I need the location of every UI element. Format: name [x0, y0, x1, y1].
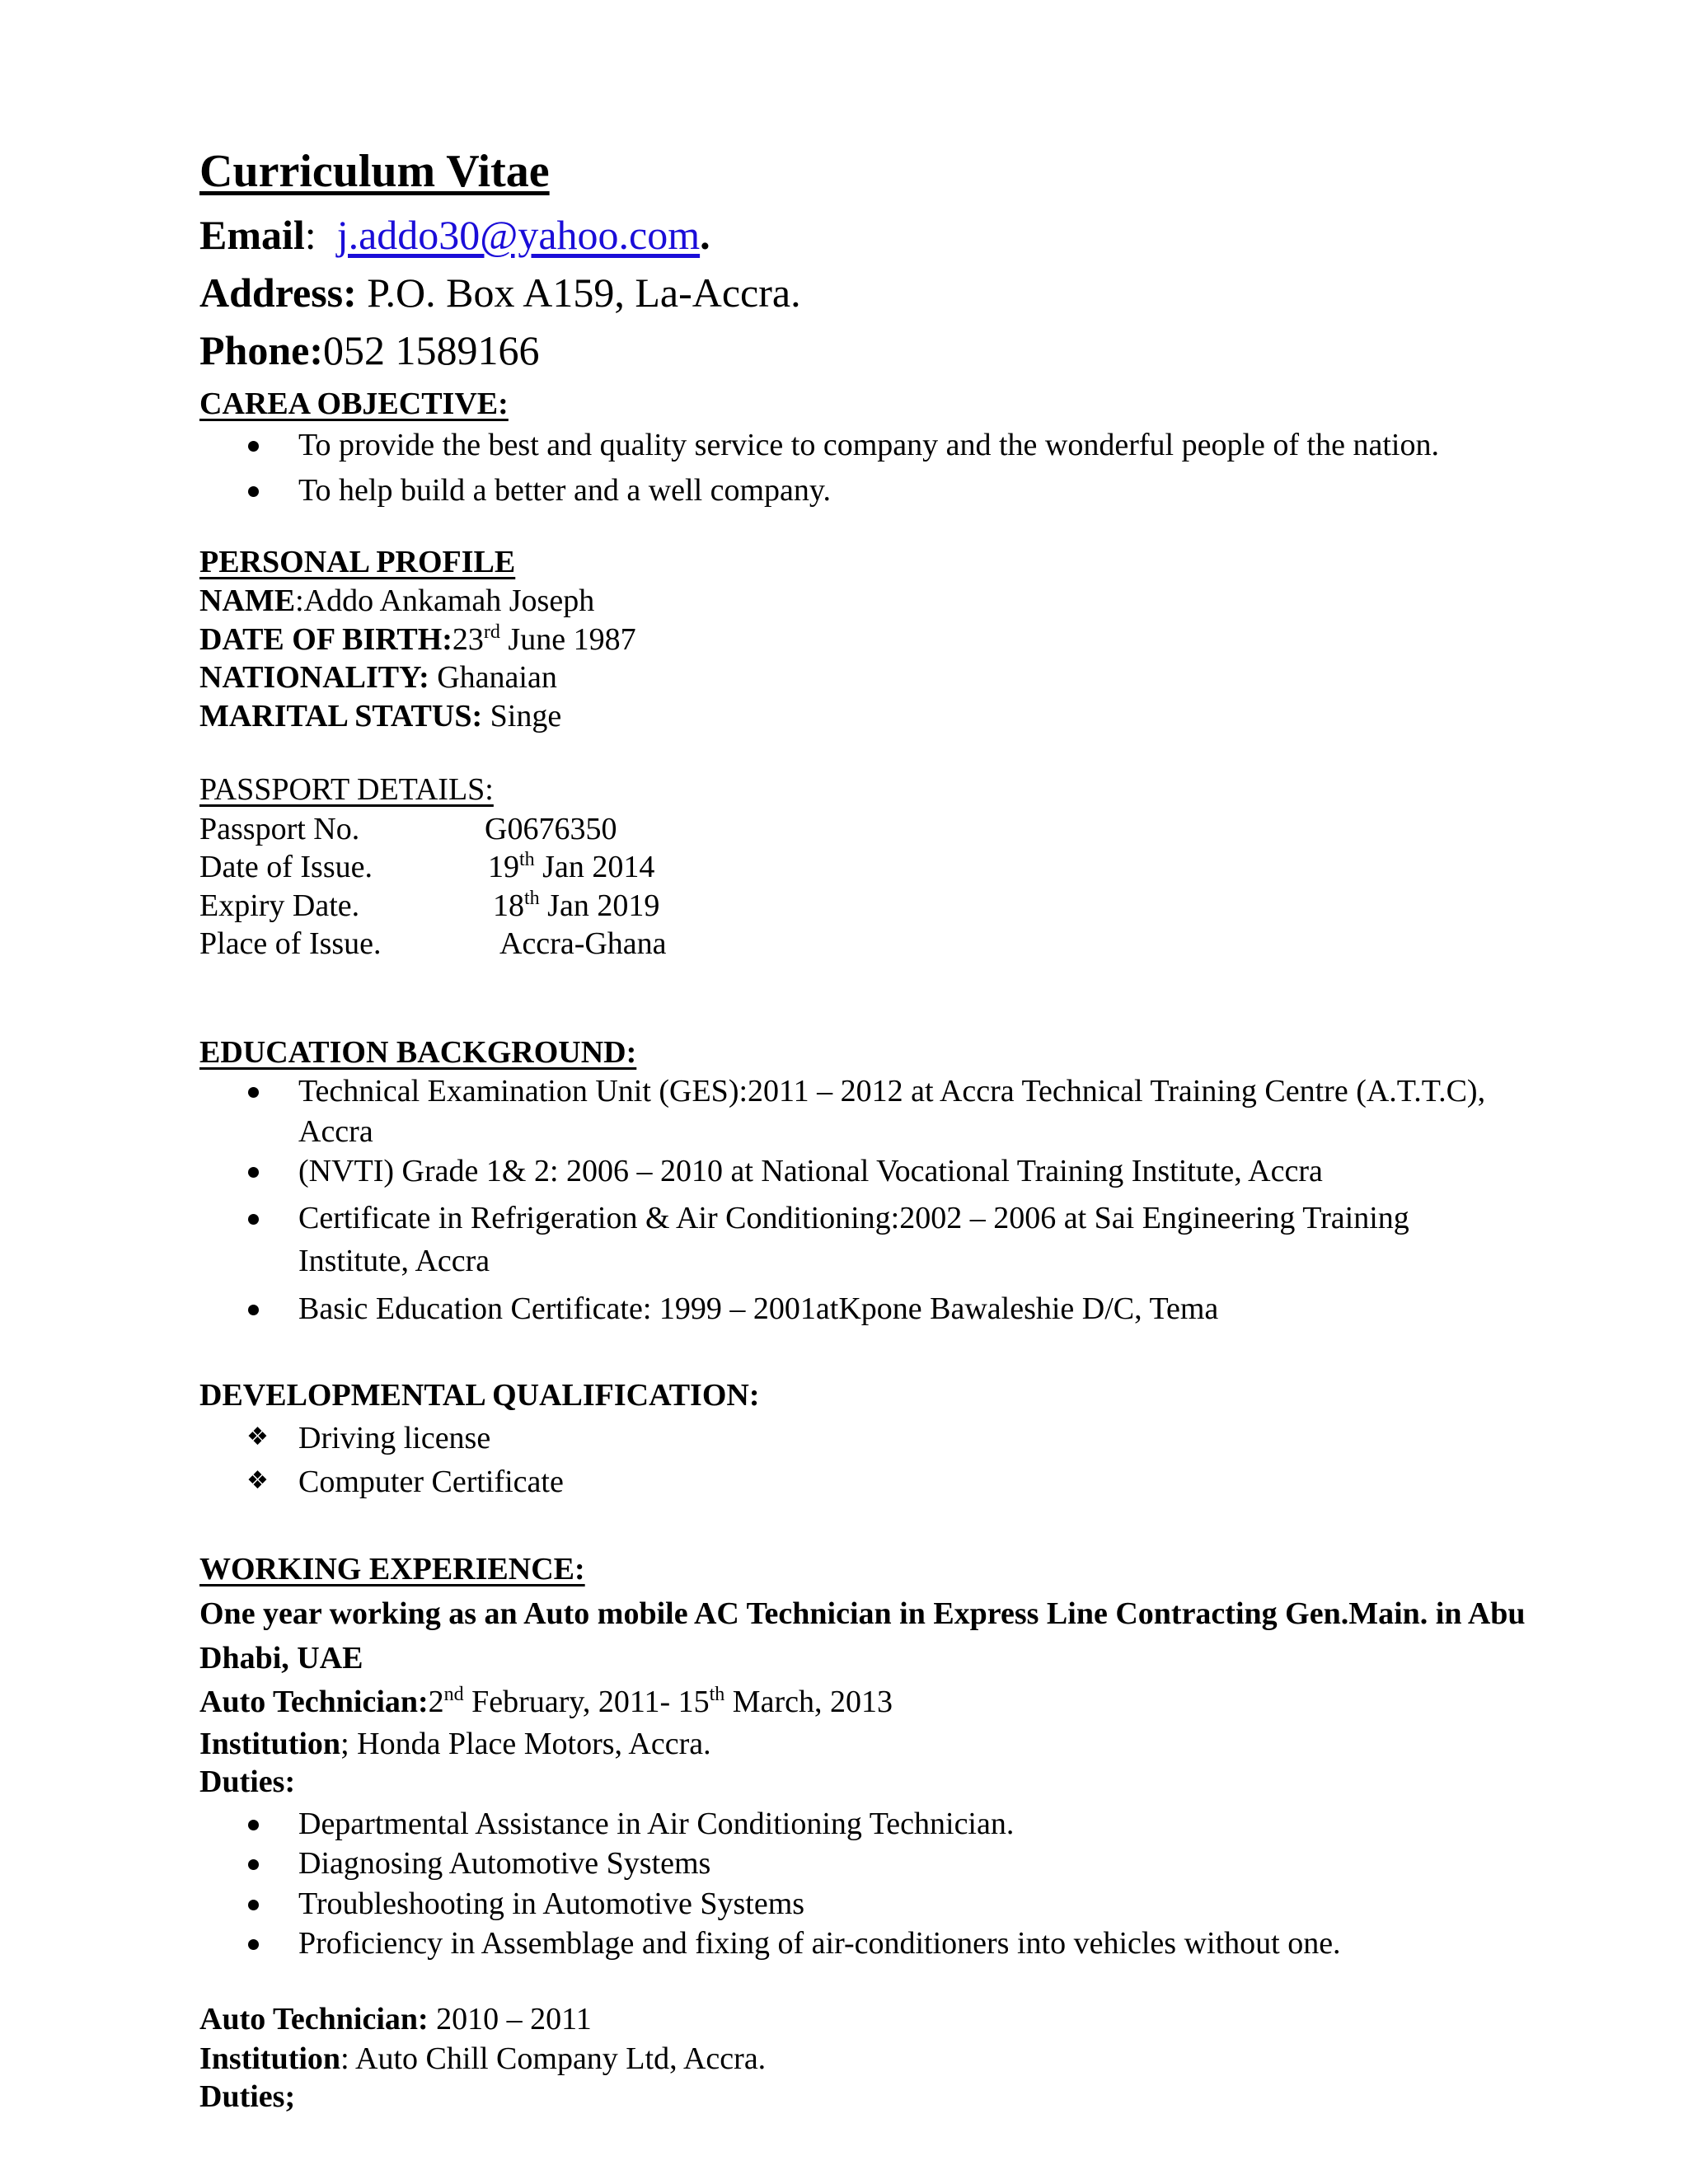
dob-rest: June 1987 [508, 622, 636, 657]
marital-value: Singe [490, 699, 562, 733]
email-label: Email [199, 212, 305, 258]
issue-suffix: th [519, 849, 535, 870]
place-of-issue-label: Place of Issue. [199, 926, 382, 961]
diamond-bullet-icon: ❖ [246, 1466, 269, 1495]
bullet-icon [248, 1820, 259, 1830]
job1-end-suffix: th [709, 1684, 725, 1705]
education-item: Technical Examination Unit (GES):2011 – 2012 at Accra Technical Training Centre (A.T.T.C), [298, 1074, 1486, 1108]
diamond-bullet-icon: ❖ [246, 1422, 269, 1451]
profile-nationality-line [199, 659, 557, 696]
issue-rest: Jan 2014 [542, 850, 655, 884]
job1-label: Auto Technician: [199, 1685, 429, 1719]
email-link[interactable]: j.addo30@yahoo.com [336, 212, 701, 258]
development-item: Computer Certificate [298, 1465, 564, 1499]
bullet-icon [248, 1214, 259, 1225]
marital-label: MARITAL STATUS: [199, 699, 483, 733]
experience-intro: One year working as an Auto mobile AC Technician in Express Line Contracting Gen.Main. in Abu [199, 1596, 1526, 1631]
bullet-icon [248, 1167, 259, 1178]
institution2-value: : Auto Chill Company Ltd, Accra. [340, 2041, 767, 2076]
email-line [199, 211, 710, 259]
institution1-line [199, 1726, 711, 1762]
job2-label: Auto Technician: [199, 2002, 429, 2036]
job2-value: 2010 – 2011 [436, 2002, 592, 2036]
dob-suffix: rd [483, 621, 500, 643]
institution1-label: Institution [199, 1727, 341, 1761]
bullet-icon [248, 1900, 259, 1910]
bullet-icon [248, 1305, 259, 1315]
development-item: Driving license [298, 1421, 491, 1455]
email-colon: : [304, 212, 337, 258]
profile-heading: PERSONAL PROFILE [199, 545, 516, 579]
name-label: NAME [199, 583, 296, 618]
job1-start-day: 2 [428, 1685, 444, 1719]
expiry-suffix: th [524, 888, 540, 909]
bullet-icon [248, 486, 259, 497]
education-item: (NVTI) Grade 1& 2: 2006 – 2010 at National Vocational Training Institute, Accra [298, 1154, 1323, 1188]
issue-date-label: Date of Issue. [199, 850, 373, 884]
nationality-value: Ghanaian [437, 660, 557, 695]
address-label: Address: [199, 269, 357, 316]
experience-heading: WORKING EXPERIENCE: [199, 1552, 585, 1586]
issue-day: 19 [488, 850, 519, 884]
place-of-issue-value: Accra-Ghana [499, 926, 667, 961]
education-item-continued: Institute, Accra [298, 1244, 490, 1278]
bullet-icon [248, 1087, 259, 1098]
job2-line [199, 2001, 592, 2037]
passport-heading: PASSPORT DETAILS: [199, 772, 494, 807]
development-heading: DEVELOPMENTAL QUALIFICATION: [199, 1378, 760, 1413]
profile-dob-line [199, 621, 636, 658]
expiry-day: 18 [493, 888, 524, 923]
duty-item: Proficiency in Assemblage and fixing of air-conditioners into vehicles without one. [298, 1926, 1341, 1961]
job1-mid: February, 2011- 15 [471, 1685, 710, 1719]
dob-label: DATE OF BIRTH: [199, 622, 452, 657]
address-line [199, 269, 801, 316]
bullet-icon [248, 441, 259, 452]
phone-label: Phone: [199, 327, 323, 373]
objective-heading: CAREA OBJECTIVE: [199, 387, 509, 421]
duties2-label: Duties; [199, 2079, 296, 2114]
profile-name-line: NAME:Addo Ankamah Joseph [199, 583, 595, 618]
duty-item: Diagnosing Automotive Systems [298, 1846, 711, 1881]
education-item-continued: Accra [298, 1114, 373, 1149]
bullet-icon [248, 1859, 259, 1870]
expiry-rest: Jan 2019 [547, 888, 660, 923]
institution2-line [199, 2041, 766, 2077]
address-value: P.O. Box A159, La-Accra. [367, 269, 801, 316]
issue-date-value [488, 849, 654, 885]
phone-line [199, 326, 540, 374]
education-item: Certificate in Refrigeration & Air Conditioning:2002 – 2006 at Sai Engineering Training [298, 1201, 1409, 1235]
job1-line [199, 1684, 893, 1720]
bullet-icon [248, 1939, 259, 1950]
dob-day: 23 [452, 622, 484, 657]
email-period: . [700, 212, 710, 258]
job1-start-suffix: nd [443, 1684, 464, 1705]
duty-item: Departmental Assistance in Air Conditioning Technician. [298, 1807, 1015, 1841]
profile-marital-line [199, 698, 561, 734]
passport-no-value: G0676350 [485, 812, 617, 846]
duties1-label: Duties: [199, 1765, 296, 1799]
page-title: Curriculum Vitae [199, 146, 550, 197]
phone-value: 052 1589166 [323, 327, 540, 373]
education-item: Basic Education Certificate: 1999 – 2001atKpone Bawaleshie D/C, Tema [298, 1291, 1219, 1326]
name-value: Addo Ankamah Joseph [303, 583, 595, 618]
expiry-date-value [493, 888, 659, 924]
objective-item: To help build a better and a well company. [298, 473, 831, 508]
education-heading: EDUCATION BACKGROUND: [199, 1035, 637, 1070]
objective-item: To provide the best and quality service to company and the wonderful people of the nation. [298, 428, 1439, 462]
experience-intro-continued: Dhabi, UAE [199, 1641, 363, 1675]
institution2-label: Institution [199, 2041, 341, 2076]
passport-no-label: Passport No. [199, 812, 360, 846]
institution1-value: ; Honda Place Motors, Accra. [340, 1727, 711, 1761]
expiry-date-label: Expiry Date. [199, 888, 360, 923]
duty-item: Troubleshooting in Automotive Systems [298, 1886, 805, 1921]
nationality-label: NATIONALITY: [199, 660, 429, 695]
job1-end: March, 2013 [732, 1685, 893, 1719]
